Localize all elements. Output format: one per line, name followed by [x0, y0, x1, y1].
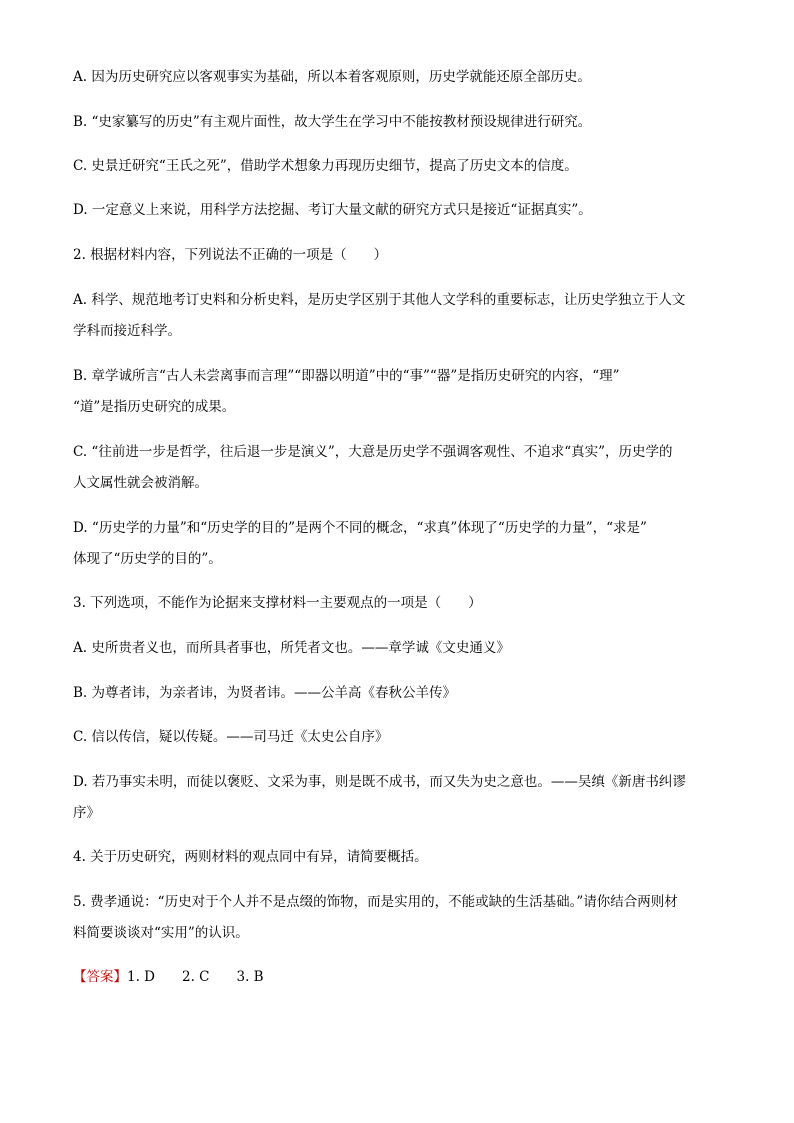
q2-option-d-line1: D. “历史学的力量”和“历史学的目的”是两个不同的概念，“求真”体现了“历史学的力量”，“求是” — [73, 520, 647, 536]
q2-option-c-line1: C. “往前进一步是哲学，往后退一步是演义”，大意是历史学不强调客观性、不追求“真实”，历史学的 — [73, 444, 673, 460]
q2-option-a-line1: A. 科学、规范地考订史料和分析史料，是历史学区别于其他人文学科的重要标志，让历史学独立于人文 — [73, 292, 686, 308]
q3-option-d-line2: 序》 — [73, 805, 100, 821]
q1-option-c: C. 史景迁研究“王氏之死”，借助学术想象力再现历史细节，提高了历史文本的信度。 — [73, 158, 578, 174]
q2-option-a-line2: 学科而接近科学。 — [73, 323, 181, 339]
q2-stem: 2. 根据材料内容，下列说法不正确的一项是（ ） — [73, 247, 388, 263]
q5-stem-line1: 5. 费孝通说：“历史对于个人并不是点缀的饰物，而是实用的，不能或缺的生活基础。”请你结合两则材 — [73, 894, 678, 910]
q3-option-b: B. 为尊者讳，为亲者讳，为贤者讳。——公羊高《春秋公羊传》 — [73, 685, 457, 701]
q3-option-d-line1: D. 若乃事实未明，而徒以褒贬、文采为事，则是既不成书，而又失为史之意也。——吴缜《新唐书纠谬 — [73, 774, 686, 790]
q3-stem: 3. 下列选项，不能作为论据来支撑材料一主要观点的一项是（ ） — [73, 595, 482, 611]
q3-option-c: C. 信以传信，疑以传疑。——司马迁《太史公自序》 — [73, 729, 389, 745]
q4-stem: 4. 关于历史研究，两则材料的观点同中有异，请简要概括。 — [73, 849, 428, 865]
q3-option-a: A. 史所贵者义也，而所具者事也，所凭者文也。——章学诚《文史通义》 — [73, 640, 510, 656]
q2-option-c-line2: 人文属性就会被消解。 — [73, 475, 208, 491]
q1-option-a: A. 因为历史研究应以客观事实为基础，所以本着客观原则，历史学就能还原全部历史。 — [73, 69, 591, 85]
q2-option-b-line1: B. 章学诚所言“古人未尝离事而言理”“即器以明道”中的“事”“器”是指历史研究的内容，“理” — [73, 368, 620, 384]
q5-stem-line2: 料简要谈谈对“实用”的认识。 — [73, 925, 249, 941]
answer-text: 1. D 2. C 3. B — [127, 969, 264, 985]
q1-option-b: B. “史家纂写的历史”有主观片面性，故大学生在学习中不能按教材预设规律进行研究。 — [73, 114, 592, 130]
q1-option-d: D. 一定意义上来说，用科学方法挖掘、考订大量文献的研究方式只是接近“证据真实”。 — [73, 202, 592, 218]
answer-line — [73, 967, 723, 987]
answer-tag: 【答案】 — [73, 969, 127, 985]
q2-option-d-line2: 体现了“历史学的目的”。 — [73, 551, 222, 567]
q2-option-b-line2: “道”是指历史研究的成果。 — [73, 399, 236, 415]
